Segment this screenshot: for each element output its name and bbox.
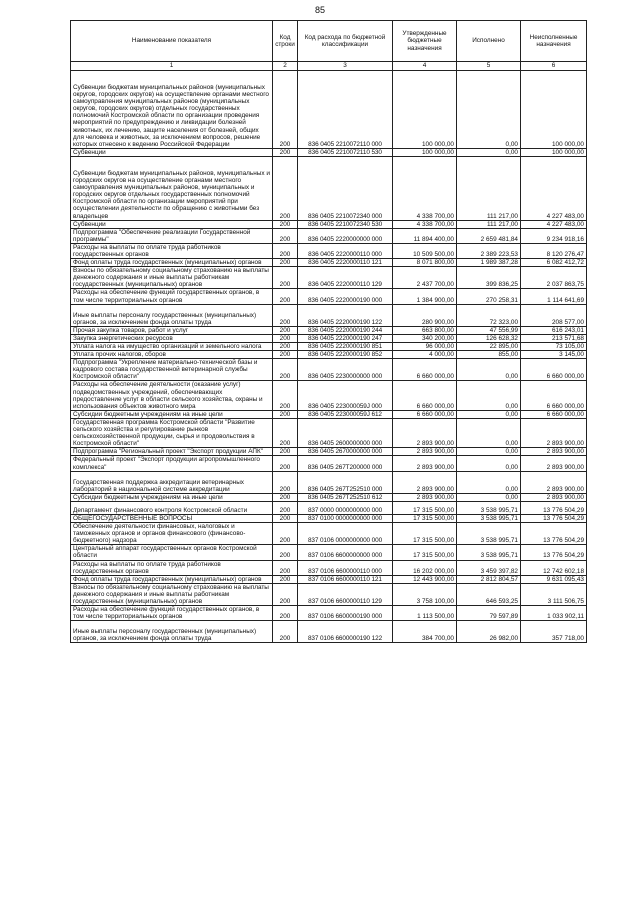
row-unexecuted-cell: 13 776 504,29 xyxy=(521,514,587,522)
row-executed-cell: 0,00 xyxy=(457,148,521,156)
row-name-cell: Закупка энергетических ресурсов xyxy=(71,334,273,342)
table-row xyxy=(71,471,587,493)
row-code-cell: 200 xyxy=(273,493,298,501)
row-unexecuted-cell: 13 776 504,29 xyxy=(521,523,587,545)
header-executed: Исполнено xyxy=(457,21,521,62)
row-unexecuted-cell: 4 227 483,00 xyxy=(521,220,587,228)
table-row xyxy=(71,156,587,220)
row-approved-cell: 4 000,00 xyxy=(393,351,457,359)
row-approved-cell: 17 315 500,00 xyxy=(393,545,457,560)
row-approved-cell: 2 437 700,00 xyxy=(393,267,457,289)
table-row xyxy=(71,575,587,583)
row-unexecuted-cell: 616 243,01 xyxy=(521,326,587,334)
row-code-cell: 200 xyxy=(273,575,298,583)
table-row xyxy=(71,560,587,575)
table-row xyxy=(71,220,587,228)
row-approved-cell: 340 200,00 xyxy=(393,334,457,342)
row-executed-cell: 0,00 xyxy=(457,471,521,493)
table-row xyxy=(71,606,587,621)
column-number: 3 xyxy=(298,62,393,71)
row-code-cell: 200 xyxy=(273,410,298,418)
table-row xyxy=(71,259,587,267)
row-executed-cell: 855,00 xyxy=(457,351,521,359)
row-classification-cell: 836 0405 2210072340 000 xyxy=(298,156,393,220)
row-code-cell: 200 xyxy=(273,560,298,575)
column-number: 2 xyxy=(273,62,298,71)
row-executed-cell: 1 989 387,28 xyxy=(457,259,521,267)
row-unexecuted-cell: 8 120 276,47 xyxy=(521,243,587,258)
row-code-cell: 200 xyxy=(273,334,298,342)
row-code-cell: 200 xyxy=(273,514,298,522)
table-body xyxy=(71,71,587,643)
row-unexecuted-cell: 213 571,68 xyxy=(521,334,587,342)
row-code-cell: 200 xyxy=(273,359,298,381)
row-approved-cell: 1 113 500,00 xyxy=(393,606,457,621)
row-name-cell: Подпрограмма "Обеспечение реализации Государственной программы" xyxy=(71,228,273,243)
row-name-cell: Субвенции xyxy=(71,148,273,156)
row-executed-cell: 0,00 xyxy=(457,410,521,418)
row-code-cell: 200 xyxy=(273,71,298,149)
row-executed-cell: 126 628,32 xyxy=(457,334,521,342)
row-executed-cell: 79 597,89 xyxy=(457,606,521,621)
table-row xyxy=(71,359,587,381)
row-executed-cell: 0,00 xyxy=(457,359,521,381)
row-code-cell: 200 xyxy=(273,523,298,545)
table-row xyxy=(71,326,587,334)
row-classification-cell: 836 0405 2220000190 247 xyxy=(298,334,393,342)
row-name-cell: Субсидии бюджетным учреждениям на иные цели xyxy=(71,493,273,501)
table-row xyxy=(71,456,587,471)
row-unexecuted-cell: 2 893 900,00 xyxy=(521,471,587,493)
row-code-cell: 200 xyxy=(273,545,298,560)
row-classification-cell: 837 0106 6600000190 122 xyxy=(298,621,393,643)
row-unexecuted-cell: 2 893 900,00 xyxy=(521,493,587,501)
row-executed-cell: 111 217,00 xyxy=(457,156,521,220)
row-classification-cell: 837 0106 6600000190 000 xyxy=(298,606,393,621)
row-approved-cell: 96 000,00 xyxy=(393,343,457,351)
row-name-cell: Уплата прочих налогов, сборов xyxy=(71,351,273,359)
row-executed-cell: 2 812 804,57 xyxy=(457,575,521,583)
row-executed-cell: 3 538 995,71 xyxy=(457,501,521,514)
table-row xyxy=(71,493,587,501)
row-classification-cell: 836 0405 2220000190 244 xyxy=(298,326,393,334)
row-executed-cell: 26 982,00 xyxy=(457,621,521,643)
table-row xyxy=(71,71,587,149)
row-name-cell: Обеспечение деятельности финансовых, налоговых и таможенных органов и органов финансового (финансово-бюджетного) надзора xyxy=(71,523,273,545)
row-code-cell: 200 xyxy=(273,501,298,514)
row-executed-cell: 270 258,31 xyxy=(457,289,521,304)
row-executed-cell: 2 389 223,53 xyxy=(457,243,521,258)
row-name-cell: Департамент финансового контроля Костромской области xyxy=(71,501,273,514)
row-unexecuted-cell: 1 114 641,69 xyxy=(521,289,587,304)
row-unexecuted-cell: 6 660 000,00 xyxy=(521,381,587,410)
row-code-cell: 200 xyxy=(273,343,298,351)
table-row xyxy=(71,228,587,243)
row-classification-cell: 836 0405 2210072340 530 xyxy=(298,220,393,228)
row-code-cell: 200 xyxy=(273,156,298,220)
row-name-cell: Государственная поддержка аккредитации ветеринарных лабораторий в национальной системе аккредитации xyxy=(71,471,273,493)
row-unexecuted-cell: 12 742 602,18 xyxy=(521,560,587,575)
row-classification-cell: 836 0405 267T200000 000 xyxy=(298,456,393,471)
table-row xyxy=(71,583,587,605)
row-name-cell: Взносы по обязательному социальному страхованию на выплаты денежного содержания и иные выплаты работникам государственных (муниципальных) органов xyxy=(71,267,273,289)
row-unexecuted-cell: 13 776 504,29 xyxy=(521,501,587,514)
row-name-cell: Субвенции xyxy=(71,220,273,228)
row-name-cell: Иные выплаты персоналу государственных (муниципальных) органов, за исключением фонда оплаты труда xyxy=(71,621,273,643)
row-unexecuted-cell: 100 000,00 xyxy=(521,148,587,156)
budget-execution-table xyxy=(70,20,587,643)
row-code-cell: 200 xyxy=(273,148,298,156)
table-row xyxy=(71,148,587,156)
row-executed-cell: 111 217,00 xyxy=(457,220,521,228)
header-code: Код строки xyxy=(273,21,298,62)
row-executed-cell: 2 659 481,84 xyxy=(457,228,521,243)
row-classification-cell: 837 0100 0000000000 000 xyxy=(298,514,393,522)
row-name-cell: Фонд оплаты труда государственных (муниципальных) органов xyxy=(71,259,273,267)
row-name-cell: Субсидии бюджетным учреждениям на иные цели xyxy=(71,410,273,418)
table-row xyxy=(71,343,587,351)
row-unexecuted-cell: 6 082 412,72 xyxy=(521,259,587,267)
row-executed-cell: 0,00 xyxy=(457,381,521,410)
row-approved-cell: 17 315 500,00 xyxy=(393,501,457,514)
column-number: 4 xyxy=(393,62,457,71)
table-row xyxy=(71,351,587,359)
row-approved-cell: 2 893 900,00 xyxy=(393,493,457,501)
row-classification-cell: 836 0405 2220000190 852 xyxy=(298,351,393,359)
row-code-cell: 200 xyxy=(273,259,298,267)
row-executed-cell: 399 836,25 xyxy=(457,267,521,289)
header-classification: Код расхода по бюджетной классификации xyxy=(298,21,393,62)
row-unexecuted-cell: 3 145,00 xyxy=(521,351,587,359)
row-code-cell: 200 xyxy=(273,326,298,334)
row-code-cell: 200 xyxy=(273,304,298,326)
row-executed-cell: 0,00 xyxy=(457,448,521,456)
row-name-cell: Государственная программа Костромской области "Развитие сельского хозяйства и регулирование рынков сельскохозяйственной продукции, сырья и продовольствия в Костромской области" xyxy=(71,418,273,447)
column-number: 6 xyxy=(521,62,587,71)
row-classification-cell: 836 0405 2220000190 000 xyxy=(298,289,393,304)
row-unexecuted-cell: 6 660 000,00 xyxy=(521,410,587,418)
row-approved-cell: 10 509 500,00 xyxy=(393,243,457,258)
row-name-cell: Фонд оплаты труда государственных (муниципальных) органов xyxy=(71,575,273,583)
row-name-cell: Центральный аппарат государственных органов Костромской области xyxy=(71,545,273,560)
row-unexecuted-cell: 208 577,00 xyxy=(521,304,587,326)
column-number-row xyxy=(71,62,587,71)
row-unexecuted-cell: 6 660 000,00 xyxy=(521,359,587,381)
row-executed-cell: 646 593,25 xyxy=(457,583,521,605)
row-code-cell: 200 xyxy=(273,267,298,289)
table-row xyxy=(71,514,587,522)
table-row xyxy=(71,545,587,560)
row-unexecuted-cell: 2 893 900,00 xyxy=(521,448,587,456)
row-executed-cell: 47 556,99 xyxy=(457,326,521,334)
row-approved-cell: 280 900,00 xyxy=(393,304,457,326)
row-executed-cell: 0,00 xyxy=(457,418,521,447)
table-row xyxy=(71,243,587,258)
row-unexecuted-cell: 2 893 900,00 xyxy=(521,456,587,471)
row-name-cell: Подпрограмма "Региональный проект "Экспорт продукции АПК" xyxy=(71,448,273,456)
table-row xyxy=(71,289,587,304)
row-approved-cell: 11 894 400,00 xyxy=(393,228,457,243)
row-unexecuted-cell: 1 033 902,11 xyxy=(521,606,587,621)
row-classification-cell: 836 0405 2220000110 000 xyxy=(298,243,393,258)
row-name-cell: Взносы по обязательному социальному страхованию на выплаты денежного содержания и иные выплаты работникам государственных (муниципальных) органов xyxy=(71,583,273,605)
row-code-cell: 200 xyxy=(273,471,298,493)
table-row xyxy=(71,501,587,514)
row-classification-cell: 836 0405 267T252510 000 xyxy=(298,471,393,493)
table-row xyxy=(71,523,587,545)
row-code-cell: 200 xyxy=(273,621,298,643)
row-executed-cell: 22 895,00 xyxy=(457,343,521,351)
row-executed-cell: 3 538 995,71 xyxy=(457,523,521,545)
row-classification-cell: 836 0405 2220000190 122 xyxy=(298,304,393,326)
row-classification-cell: 836 0405 2230000000 000 xyxy=(298,359,393,381)
row-code-cell: 200 xyxy=(273,351,298,359)
row-approved-cell: 4 338 700,00 xyxy=(393,156,457,220)
row-executed-cell: 3 538 995,71 xyxy=(457,514,521,522)
row-unexecuted-cell: 4 227 483,00 xyxy=(521,156,587,220)
table-row xyxy=(71,448,587,456)
row-approved-cell: 100 000,00 xyxy=(393,148,457,156)
row-approved-cell: 6 660 000,00 xyxy=(393,359,457,381)
row-approved-cell: 6 660 000,00 xyxy=(393,410,457,418)
table-row xyxy=(71,267,587,289)
row-unexecuted-cell: 3 111 506,75 xyxy=(521,583,587,605)
row-classification-cell: 836 0405 2600000000 000 xyxy=(298,418,393,447)
row-approved-cell: 4 338 700,00 xyxy=(393,220,457,228)
row-unexecuted-cell: 2 893 900,00 xyxy=(521,418,587,447)
row-approved-cell: 100 000,00 xyxy=(393,71,457,149)
row-code-cell: 200 xyxy=(273,381,298,410)
row-approved-cell: 17 315 500,00 xyxy=(393,523,457,545)
row-executed-cell: 3 538 995,71 xyxy=(457,545,521,560)
row-classification-cell: 836 0405 2670000000 000 xyxy=(298,448,393,456)
row-approved-cell: 17 315 500,00 xyxy=(393,514,457,522)
table-row xyxy=(71,381,587,410)
table-row xyxy=(71,334,587,342)
row-name-cell: Субвенции бюджетам муниципальных районов (муниципальных округов, городских округов) на осуществление органами местного самоуправления муниципальных районов (муниципальных округов, городских округов) отдельных государственных полномочий Костромской области по организации проведения мероприятий по предупреждению и ликвидации болезней животных, их лечению, защите населения от болезней, общих для человека и животных, за исключением вопросов, решение которых отнесено к ведению Российской Федерации xyxy=(71,71,273,149)
row-approved-cell: 8 071 800,00 xyxy=(393,259,457,267)
row-name-cell: Расходы на обеспечение деятельности (оказание услуг) подведомственных учреждений, обеспечивающих предоставление услуг в области сельского хозяйства, охраны и использования объектов животного мира xyxy=(71,381,273,410)
row-classification-cell: 837 0106 6600000000 000 xyxy=(298,545,393,560)
row-name-cell: ОБЩЕГОСУДАРСТВЕННЫЕ ВОПРОСЫ xyxy=(71,514,273,522)
table-row xyxy=(71,410,587,418)
row-classification-cell: 836 0405 2210072110 530 xyxy=(298,148,393,156)
row-code-cell: 200 xyxy=(273,606,298,621)
row-approved-cell: 16 202 000,00 xyxy=(393,560,457,575)
row-classification-cell: 836 0405 223000059J 612 xyxy=(298,410,393,418)
row-approved-cell: 1 384 900,00 xyxy=(393,289,457,304)
row-approved-cell: 2 893 900,00 xyxy=(393,456,457,471)
table-row xyxy=(71,304,587,326)
row-classification-cell: 836 0405 223000059J 000 xyxy=(298,381,393,410)
row-executed-cell: 0,00 xyxy=(457,456,521,471)
page-number: 85 xyxy=(314,5,325,15)
row-code-cell: 200 xyxy=(273,220,298,228)
row-classification-cell: 836 0405 2210072110 000 xyxy=(298,71,393,149)
row-code-cell: 200 xyxy=(273,289,298,304)
row-approved-cell: 663 800,00 xyxy=(393,326,457,334)
row-code-cell: 200 xyxy=(273,583,298,605)
row-name-cell: Прочая закупка товаров, работ и услуг xyxy=(71,326,273,334)
row-name-cell: Субвенции бюджетам муниципальных районов, муниципальных и городских округов на осуществление органами местного самоуправления муниципальных районов, муниципальных и городских округов отдельных государственных полномочий Костромской области по организации мероприятий при осуществлении деятельности по обращению с животными без владельцев xyxy=(71,156,273,220)
row-name-cell: Расходы на обеспечение функций государственных органов, в том числе территориальных органов xyxy=(71,606,273,621)
row-name-cell: Уплата налога на имущество организаций и земельного налога xyxy=(71,343,273,351)
row-unexecuted-cell: 100 000,00 xyxy=(521,71,587,149)
row-name-cell: Иные выплаты персоналу государственных (муниципальных) органов, за исключением фонда оплаты труда xyxy=(71,304,273,326)
row-approved-cell: 2 893 900,00 xyxy=(393,471,457,493)
row-classification-cell: 836 0405 2220000110 121 xyxy=(298,259,393,267)
row-approved-cell: 2 893 900,00 xyxy=(393,418,457,447)
table-row xyxy=(71,418,587,447)
row-executed-cell: 72 323,00 xyxy=(457,304,521,326)
row-classification-cell: 837 0106 6600000110 000 xyxy=(298,560,393,575)
row-approved-cell: 384 700,00 xyxy=(393,621,457,643)
row-classification-cell: 836 0405 267T252510 612 xyxy=(298,493,393,501)
row-unexecuted-cell: 13 776 504,29 xyxy=(521,545,587,560)
column-number: 1 xyxy=(71,62,273,71)
row-classification-cell: 836 0405 2220000190 851 xyxy=(298,343,393,351)
row-unexecuted-cell: 357 718,00 xyxy=(521,621,587,643)
row-unexecuted-cell: 73 105,00 xyxy=(521,343,587,351)
row-classification-cell: 837 0106 6600000110 129 xyxy=(298,583,393,605)
row-classification-cell: 836 0405 2220000110 129 xyxy=(298,267,393,289)
row-executed-cell: 3 459 397,82 xyxy=(457,560,521,575)
row-approved-cell: 2 893 900,00 xyxy=(393,448,457,456)
row-name-cell: Расходы на выплаты по оплате труда работников государственных органов xyxy=(71,243,273,258)
row-classification-cell: 837 0000 0000000000 000 xyxy=(298,501,393,514)
row-approved-cell: 3 758 100,00 xyxy=(393,583,457,605)
table-row xyxy=(71,621,587,643)
row-unexecuted-cell: 2 037 863,75 xyxy=(521,267,587,289)
header-name: Наименование показателя xyxy=(71,21,273,62)
row-name-cell: Расходы на обеспечение функций государственных органов, в том числе территориальных органов xyxy=(71,289,273,304)
row-approved-cell: 6 660 000,00 xyxy=(393,381,457,410)
row-executed-cell: 0,00 xyxy=(457,493,521,501)
row-code-cell: 200 xyxy=(273,228,298,243)
row-code-cell: 200 xyxy=(273,243,298,258)
row-approved-cell: 12 443 900,00 xyxy=(393,575,457,583)
column-number: 5 xyxy=(457,62,521,71)
row-name-cell: Федеральный проект "Экспорт продукции агропромышленного комплекса" xyxy=(71,456,273,471)
row-executed-cell: 0,00 xyxy=(457,71,521,149)
table-header-row xyxy=(71,21,587,62)
row-unexecuted-cell: 9 234 918,16 xyxy=(521,228,587,243)
row-code-cell: 200 xyxy=(273,418,298,447)
row-code-cell: 200 xyxy=(273,456,298,471)
row-classification-cell: 837 0106 0000000000 000 xyxy=(298,523,393,545)
header-approved: Утвержденные бюджетные назначения xyxy=(393,21,457,62)
row-classification-cell: 837 0106 6600000110 121 xyxy=(298,575,393,583)
row-unexecuted-cell: 9 631 095,43 xyxy=(521,575,587,583)
row-name-cell: Подпрограмма "Укрепление материально-технической базы и кадрового состава государственной ветеринарной службы Костромской области" xyxy=(71,359,273,381)
header-unexecuted: Неисполненные назначения xyxy=(521,21,587,62)
row-classification-cell: 836 0405 2220000000 000 xyxy=(298,228,393,243)
row-code-cell: 200 xyxy=(273,448,298,456)
row-name-cell: Расходы на выплаты по оплате труда работников государственных органов xyxy=(71,560,273,575)
